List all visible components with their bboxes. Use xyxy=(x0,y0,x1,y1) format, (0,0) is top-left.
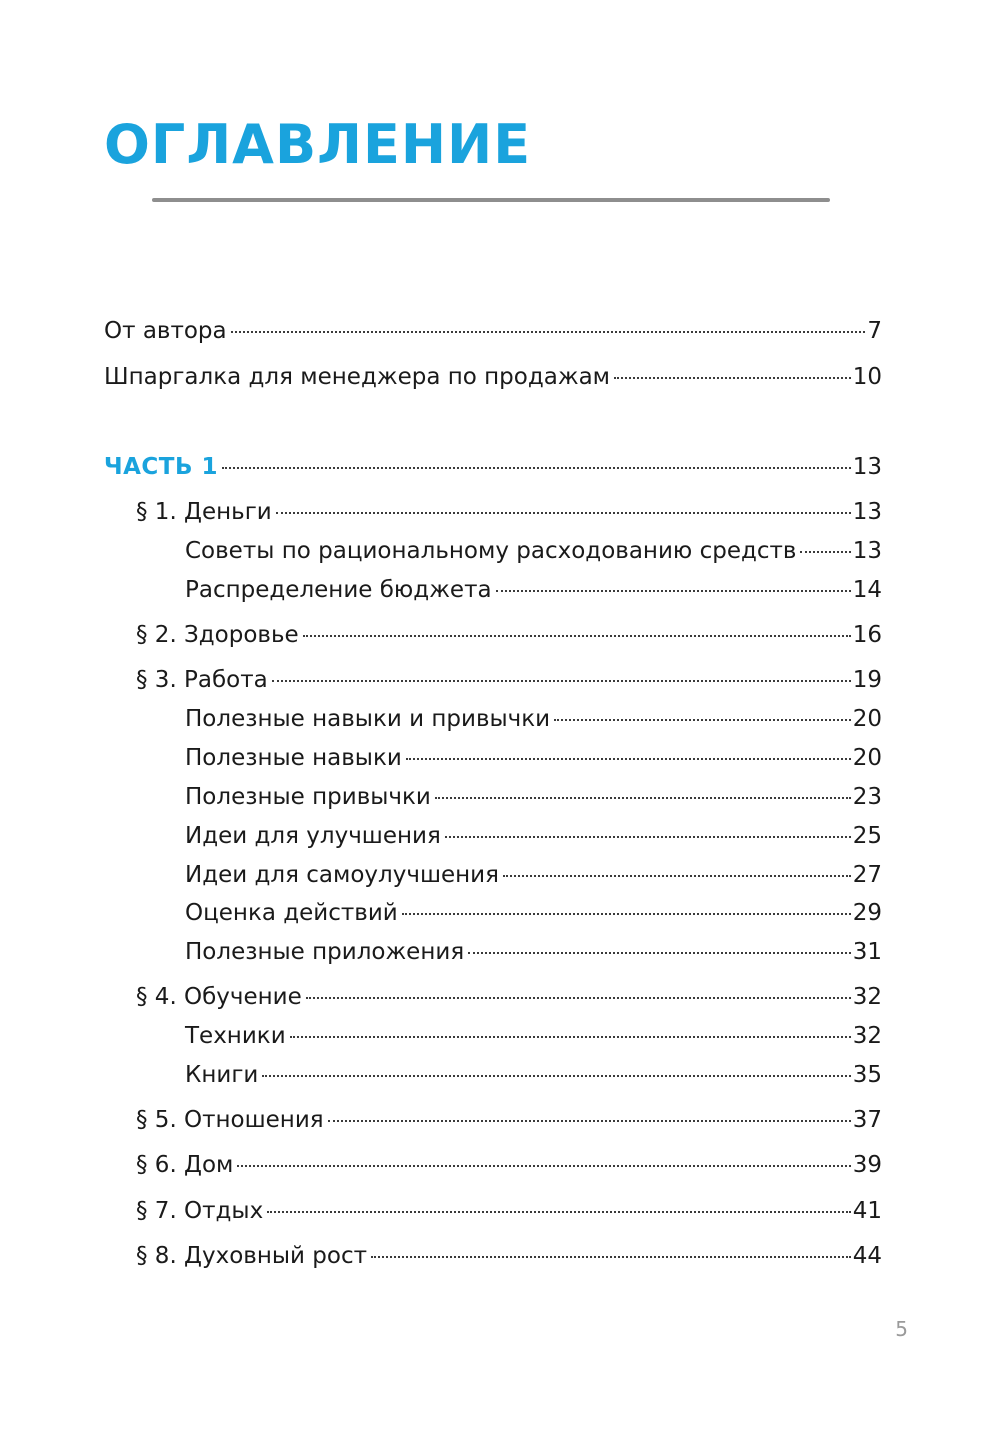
toc-part-page: 13 xyxy=(852,454,882,480)
toc-subsection-entry[interactable] xyxy=(185,898,882,928)
section-label: Отношения xyxy=(184,1107,324,1133)
toc-subsection-entry[interactable] xyxy=(185,743,882,773)
dot-leader xyxy=(290,1036,851,1038)
toc-subsection-entry[interactable] xyxy=(185,704,882,734)
toc-section-entry[interactable] xyxy=(136,620,882,650)
toc-entry-label: Шпаргалка для менеджера по продажам xyxy=(104,364,611,390)
section-page: 37 xyxy=(852,1107,882,1133)
section-label: Отдых xyxy=(184,1198,264,1224)
section-number: § 5. xyxy=(136,1107,177,1133)
dot-leader xyxy=(496,590,851,592)
section-page: 19 xyxy=(852,667,882,693)
toc-entry-page: 10 xyxy=(852,364,882,390)
section-number: § 8. xyxy=(136,1243,177,1269)
subsection-page: 14 xyxy=(852,577,882,603)
subsection-page: 20 xyxy=(852,706,882,732)
section-page: 13 xyxy=(852,499,882,525)
subsection-label: Полезные навыки xyxy=(185,745,402,771)
toc-subsection-entry[interactable] xyxy=(185,536,882,566)
toc-entry-page: 7 xyxy=(867,318,882,344)
toc-entry[interactable] xyxy=(104,316,882,346)
section-number: § 3. xyxy=(136,667,177,693)
toc-entry-label: От автора xyxy=(104,318,227,344)
section-number: § 2. xyxy=(136,622,177,648)
toc-subsection-entry[interactable] xyxy=(185,821,882,851)
dot-leader xyxy=(402,913,851,915)
subsection-page: 29 xyxy=(852,900,882,926)
dot-leader xyxy=(503,875,851,877)
section-number: § 1. xyxy=(136,499,177,525)
dot-leader xyxy=(800,551,850,553)
section-page: 16 xyxy=(852,622,882,648)
subsection-page: 35 xyxy=(852,1062,882,1088)
toc-subsection-entry[interactable] xyxy=(185,782,882,812)
subsection-page: 20 xyxy=(852,745,882,771)
dot-leader xyxy=(276,512,851,514)
dot-leader xyxy=(554,719,851,721)
toc-part-entry[interactable] xyxy=(104,452,882,482)
section-page: 44 xyxy=(852,1243,882,1269)
dot-leader xyxy=(328,1120,851,1122)
page-title: ОГЛАВЛЕНИЕ xyxy=(104,113,532,176)
dot-leader xyxy=(262,1075,850,1077)
dot-leader xyxy=(614,377,851,379)
subsection-label: Полезные приложения xyxy=(185,939,465,965)
dot-leader xyxy=(406,758,851,760)
dot-leader xyxy=(371,1256,851,1258)
toc-section-entry[interactable] xyxy=(136,1196,882,1226)
toc-section-entry[interactable] xyxy=(136,1241,882,1271)
section-label: Дом xyxy=(184,1152,234,1178)
toc-section-entry[interactable] xyxy=(136,1150,882,1180)
toc-section-entry[interactable] xyxy=(136,665,882,695)
subsection-page: 23 xyxy=(852,784,882,810)
subsection-page: 31 xyxy=(852,939,882,965)
section-page: 32 xyxy=(852,984,882,1010)
dot-leader xyxy=(272,680,851,682)
subsection-label: Оценка действий xyxy=(185,900,398,926)
subsection-label: Книги xyxy=(185,1062,259,1088)
dot-leader xyxy=(222,467,851,469)
dot-leader xyxy=(267,1211,851,1213)
subsection-page: 25 xyxy=(852,823,882,849)
section-number: § 4. xyxy=(136,984,177,1010)
section-page: 41 xyxy=(852,1198,882,1224)
toc-entry[interactable] xyxy=(104,362,882,392)
subsection-page: 27 xyxy=(852,862,882,888)
dot-leader xyxy=(303,635,851,637)
subsection-label: Идеи для самоулучшения xyxy=(185,862,499,888)
toc-section-entry[interactable] xyxy=(136,497,882,527)
dot-leader xyxy=(231,331,866,333)
page-number: 5 xyxy=(895,1317,908,1341)
dot-leader xyxy=(468,952,851,954)
subsection-page: 13 xyxy=(852,538,882,564)
toc-part-label: ЧАСТЬ 1 xyxy=(104,454,218,480)
section-label: Работа xyxy=(184,667,268,693)
section-number: § 7. xyxy=(136,1198,177,1224)
section-label: Духовный рост xyxy=(184,1243,367,1269)
toc-section-entry[interactable] xyxy=(136,982,882,1012)
section-label: Деньги xyxy=(184,499,272,525)
subsection-label: Полезные привычки xyxy=(185,784,431,810)
dot-leader xyxy=(237,1165,850,1167)
subsection-label: Полезные навыки и привычки xyxy=(185,706,551,732)
toc-subsection-entry[interactable] xyxy=(185,860,882,890)
subsection-label: Техники xyxy=(185,1023,286,1049)
section-label: Обучение xyxy=(184,984,302,1010)
dot-leader xyxy=(445,836,851,838)
section-label: Здоровье xyxy=(184,622,299,648)
dot-leader xyxy=(435,797,851,799)
toc-subsection-entry[interactable] xyxy=(185,1060,882,1090)
subsection-label: Распределение бюджета xyxy=(185,577,492,603)
title-divider xyxy=(152,198,830,202)
subsection-label: Советы по рациональному расходованию средств xyxy=(185,538,797,564)
dot-leader xyxy=(306,997,851,999)
toc-subsection-entry[interactable] xyxy=(185,575,882,605)
section-page: 39 xyxy=(852,1152,882,1178)
subsection-label: Идеи для улучшения xyxy=(185,823,441,849)
toc-subsection-entry[interactable] xyxy=(185,937,882,967)
subsection-page: 32 xyxy=(852,1023,882,1049)
section-number: § 6. xyxy=(136,1152,177,1178)
toc-subsection-entry[interactable] xyxy=(185,1021,882,1051)
toc-section-entry[interactable] xyxy=(136,1105,882,1135)
